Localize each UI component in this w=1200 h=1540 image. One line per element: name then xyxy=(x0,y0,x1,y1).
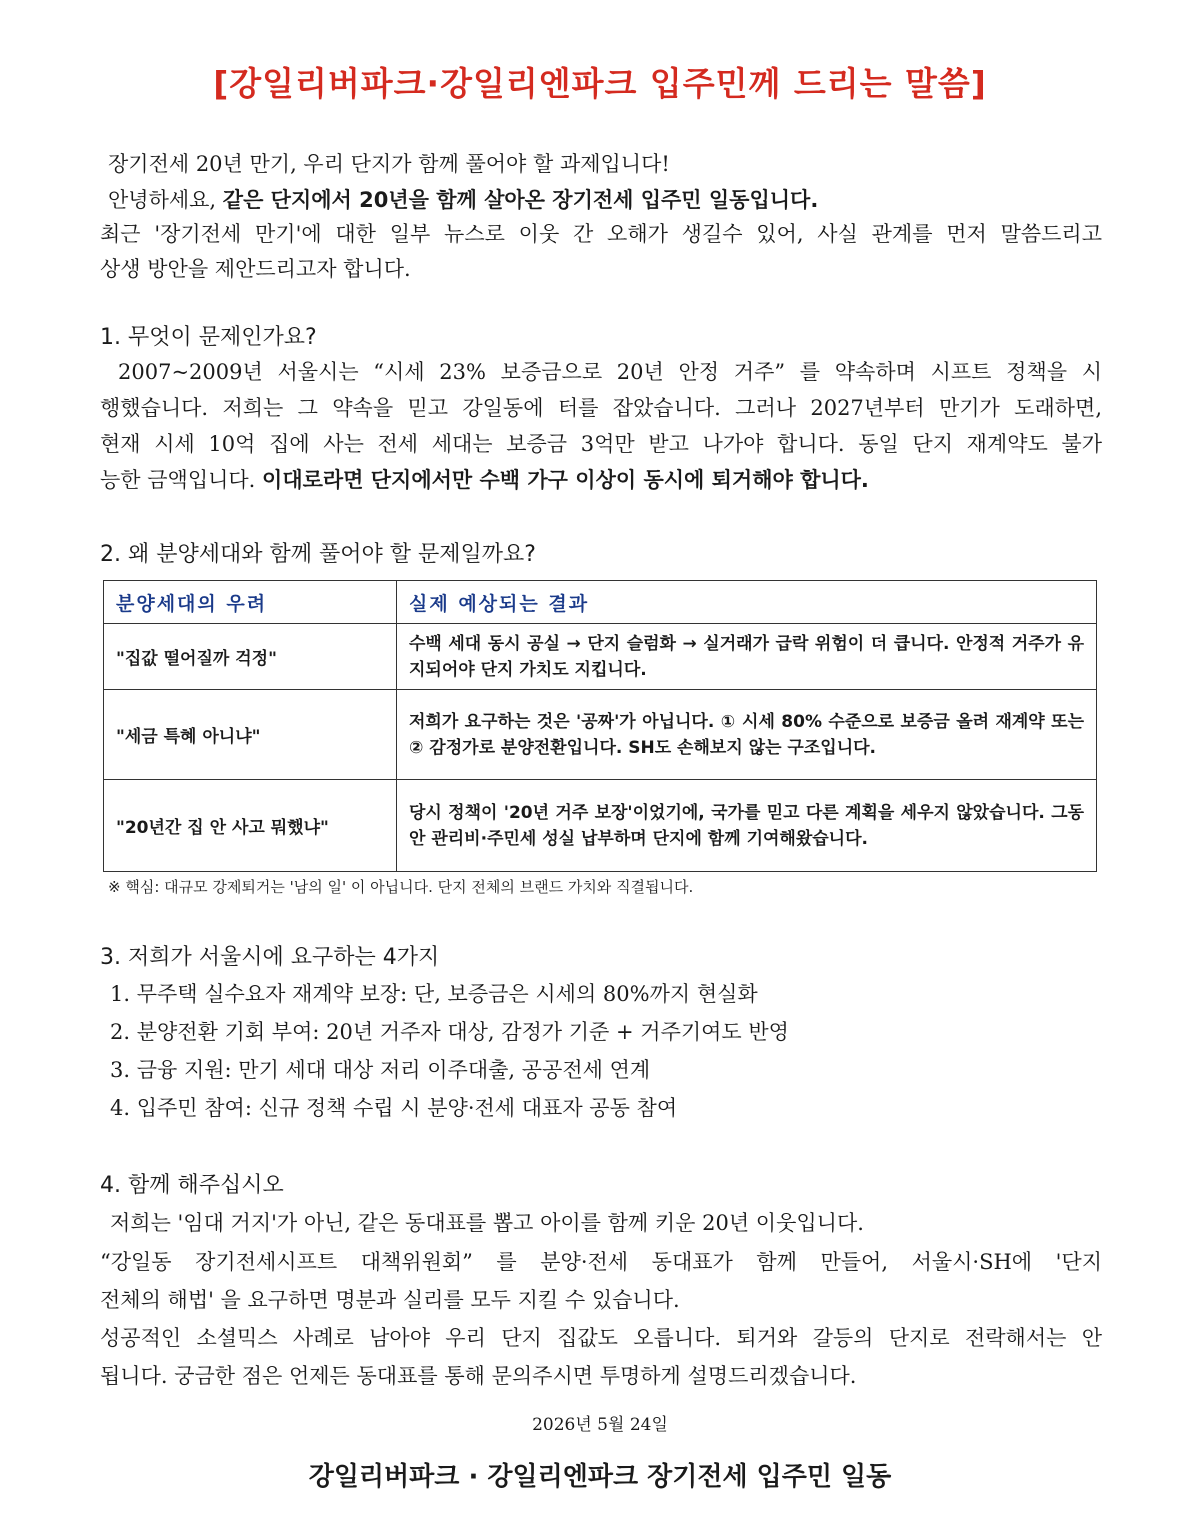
concern-cell: "집값 떨어질까 걱정" xyxy=(104,624,397,690)
table-header-row xyxy=(104,581,1097,624)
table-header-concern: 분양세대의 우려 xyxy=(104,581,397,624)
table-note: ※ 핵심: 대규모 강제퇴거는 '남의 일' 이 아닙니다. 단지 전체의 브랜드 가치와 직결됩니다. xyxy=(108,878,694,896)
section-4-line-4: 성공적인 소셜믹스 사례로 남아야 우리 단지 집값도 오릅니다. 퇴거와 갈등의 단지로 전락해서는 안 xyxy=(100,1326,1102,1350)
section-4-line-1: 저희는 '임대 거지'가 아닌, 같은 동대표를 뽑고 아이를 함께 키운 20년 이웃입니다. xyxy=(110,1211,864,1235)
list-item: 3. 금융 지원: 만기 세대 대상 저리 이주대출, 공공전세 연계 xyxy=(110,1058,651,1082)
result-cell: 수백 세대 동시 공실 → 단지 슬럼화 → 실거래가 급락 위험이 더 큽니다. 안정적 거주가 유지되어야 단지 가치도 지킵니다. xyxy=(397,624,1097,690)
section-1-line-4 xyxy=(100,464,1102,494)
page-title: [강일리버파크·강일리엔파크 입주민께 드리는 말씀] xyxy=(213,64,987,103)
table-row xyxy=(104,780,1097,872)
signature: 강일리버파크 · 강일리엔파크 장기전세 입주민 일동 xyxy=(308,1462,892,1492)
section-1-line-2: 행했습니다. 저희는 그 약속을 믿고 강일동에 터를 잡았습니다. 그러나 2027년부터 만기가 도래하면, xyxy=(100,396,1102,420)
table-row xyxy=(104,690,1097,780)
intro-greeting: 안녕하세요, xyxy=(108,188,223,212)
intro-line-4: 상생 방안을 제안드리고자 합니다. xyxy=(100,257,411,281)
section-2-heading: 2. 왜 분양세대와 함께 풀어야 할 문제일까요? xyxy=(100,542,536,567)
section-1-line-1: 2007~2009년 서울시는 “시세 23% 보증금으로 20년 안정 거주” 를 약속하며 시프트 정책을 시 xyxy=(118,360,1102,384)
list-item: 4. 입주민 참여: 신규 정책 수립 시 분양·전세 대표자 공동 참여 xyxy=(110,1096,678,1120)
concern-cell: "세금 특혜 아니냐" xyxy=(104,690,397,780)
section-1-heading: 1. 무엇이 문제인가요? xyxy=(100,325,317,350)
concern-cell: "20년간 집 안 사고 뭐했냐" xyxy=(104,780,397,872)
intro-greeting-bold: 같은 단지에서 20년을 함께 살아온 장기전세 입주민 일동입니다. xyxy=(222,188,819,212)
intro-line-3: 최근 '장기전세 만기'에 대한 일부 뉴스로 이웃 간 오해가 생길수 있어, 사실 관계를 먼저 말씀드리고 xyxy=(100,222,1102,246)
section-4-line-3: 전체의 해법' 을 요구하면 명분과 실리를 모두 지킬 수 있습니다. xyxy=(100,1288,680,1312)
list-item: 2. 분양전환 기회 부여: 20년 거주자 대상, 감정가 기준 + 거주기여도 반영 xyxy=(110,1020,789,1044)
document-date: 2026년 5월 24일 xyxy=(532,1415,668,1435)
section-1-line-3: 현재 시세 10억 집에 사는 전세 세대는 보증금 3억만 받고 나가야 합니다. 동일 단지 재계약도 불가 xyxy=(100,432,1102,456)
section-4-heading: 4. 함께 해주십시오 xyxy=(100,1173,284,1198)
list-item: 1. 무주택 실수요자 재계약 보장: 단, 보증금은 시세의 80%까지 현실화 xyxy=(110,982,758,1006)
result-cell: 저희가 요구하는 것은 '공짜'가 아닙니다. ① 시세 80% 수준으로 보증금 올려 재계약 또는 ② 감정가로 분양전환입니다. SH도 손해보지 않는 구조입니다. xyxy=(397,690,1097,780)
concern-table xyxy=(103,580,1097,872)
result-cell: 당시 정책이 '20년 거주 보장'이었기에, 국가를 믿고 다른 계획을 세우지 않았습니다. 그동안 관리비·주민세 성실 납부하며 단지에 함께 기여해왔습니다. xyxy=(397,780,1097,872)
section-4-line-2: “강일동 장기전세시프트 대책위원회” 를 분양·전세 동대표가 함께 만들어, 서울시·SH에 '단지 xyxy=(100,1250,1102,1274)
intro-line-2 xyxy=(108,184,1110,214)
table-header-result: 실제 예상되는 결과 xyxy=(397,581,1097,624)
table-row xyxy=(104,624,1097,690)
section-1-line-4-text: 능한 금액입니다. xyxy=(100,468,263,492)
section-1-emphasis: 이대로라면 단지에서만 수백 가구 이상이 동시에 퇴거해야 합니다. xyxy=(262,468,869,492)
section-3-heading: 3. 저희가 서울시에 요구하는 4가지 xyxy=(100,945,440,970)
section-4-line-5: 됩니다. 궁금한 점은 언제든 동대표를 통해 문의주시면 투명하게 설명드리겠습니다. xyxy=(100,1364,857,1388)
intro-line-1: 장기전세 20년 만기, 우리 단지가 함께 풀어야 할 과제입니다! xyxy=(108,152,670,176)
